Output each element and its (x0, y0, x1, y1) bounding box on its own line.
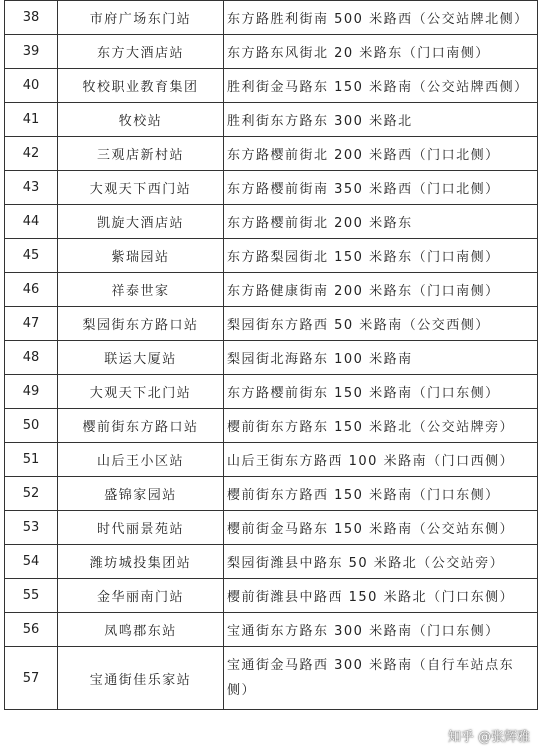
row-number: 42 (5, 137, 58, 171)
table-row (5, 511, 538, 545)
station-table (4, 0, 538, 710)
table-row (5, 205, 538, 239)
station-location: 东方路樱前街北 200 米路东 (224, 205, 538, 239)
station-location: 樱前街东方路西 150 米路南（门口东侧） (224, 477, 538, 511)
station-location: 山后王街东方路西 100 米路南（门口西侧） (224, 443, 538, 477)
station-location: 胜利街金马路东 150 米路南（公交站牌西侧） (224, 69, 538, 103)
row-number: 46 (5, 273, 58, 307)
station-location: 胜利街东方路东 300 米路北 (224, 103, 538, 137)
table-row (5, 103, 538, 137)
table-row (5, 239, 538, 273)
station-name: 联运大厦站 (58, 341, 224, 375)
row-number: 55 (5, 579, 58, 613)
row-number: 54 (5, 545, 58, 579)
station-name: 盛锦家园站 (58, 477, 224, 511)
table-row (5, 409, 538, 443)
station-name: 紫瑞园站 (58, 239, 224, 273)
row-number: 50 (5, 409, 58, 443)
table-row (5, 137, 538, 171)
row-number: 40 (5, 69, 58, 103)
table-row (5, 273, 538, 307)
table-row (5, 443, 538, 477)
station-name: 大观天下西门站 (58, 171, 224, 205)
station-location: 樱前街潍县中路西 150 米路北（门口东侧） (224, 579, 538, 613)
station-location: 东方路樱前街北 200 米路西（门口北侧） (224, 137, 538, 171)
station-location: 樱前街金马路东 150 米路南（公交站东侧） (224, 511, 538, 545)
station-name: 牧校站 (58, 103, 224, 137)
station-name: 樱前街东方路口站 (58, 409, 224, 443)
row-number: 43 (5, 171, 58, 205)
row-number: 44 (5, 205, 58, 239)
row-number: 56 (5, 613, 58, 647)
station-name: 时代丽景苑站 (58, 511, 224, 545)
station-location: 梨园街北海路东 100 米路南 (224, 341, 538, 375)
station-name: 市府广场东门站 (58, 1, 224, 35)
table-row (5, 579, 538, 613)
station-name: 金华丽南门站 (58, 579, 224, 613)
row-number: 57 (5, 647, 58, 710)
row-number: 41 (5, 103, 58, 137)
station-name: 山后王小区站 (58, 443, 224, 477)
station-location: 东方路健康街南 200 米路东（门口南侧） (224, 273, 538, 307)
station-name: 大观天下北门站 (58, 375, 224, 409)
zhihu-watermark: 知乎 @张辉雅 (447, 730, 530, 745)
station-location: 东方路东风街北 20 米路东（门口南侧） (224, 35, 538, 69)
table-row (5, 375, 538, 409)
station-location: 东方路樱前街南 350 米路西（门口北侧） (224, 171, 538, 205)
station-name: 潍坊城投集团站 (58, 545, 224, 579)
row-number: 51 (5, 443, 58, 477)
table-row (5, 647, 538, 710)
station-location: 梨园街东方路西 50 米路南（公交西侧） (224, 307, 538, 341)
station-name: 祥泰世家 (58, 273, 224, 307)
station-location: 东方路梨园街北 150 米路东（门口南侧） (224, 239, 538, 273)
row-number: 49 (5, 375, 58, 409)
station-location: 宝通街东方路东 300 米路南（门口东侧） (224, 613, 538, 647)
station-location: 东方路樱前街东 150 米路南（门口东侧） (224, 375, 538, 409)
table-row (5, 1, 538, 35)
station-name: 凯旋大酒店站 (58, 205, 224, 239)
station-location: 樱前街东方路东 150 米路北（公交站牌旁） (224, 409, 538, 443)
row-number: 52 (5, 477, 58, 511)
station-name: 宝通街佳乐家站 (58, 647, 224, 710)
station-name: 三观店新村站 (58, 137, 224, 171)
table-row (5, 341, 538, 375)
station-name: 牧校职业教育集团 (58, 69, 224, 103)
table-row (5, 171, 538, 205)
station-location: 宝通街金马路西 300 米路南（自行车站点东侧） (224, 647, 538, 710)
station-table-body (5, 1, 538, 710)
table-row (5, 307, 538, 341)
row-number: 39 (5, 35, 58, 69)
table-row (5, 35, 538, 69)
station-name: 梨园街东方路口站 (58, 307, 224, 341)
station-location: 东方路胜利街南 500 米路西（公交站牌北侧） (224, 1, 538, 35)
row-number: 48 (5, 341, 58, 375)
station-name: 凤鸣郡东站 (58, 613, 224, 647)
station-name: 东方大酒店站 (58, 35, 224, 69)
row-number: 45 (5, 239, 58, 273)
table-row (5, 545, 538, 579)
station-location: 梨园街潍县中路东 50 米路北（公交站旁） (224, 545, 538, 579)
table-row (5, 477, 538, 511)
table-row (5, 613, 538, 647)
row-number: 47 (5, 307, 58, 341)
table-row (5, 69, 538, 103)
row-number: 53 (5, 511, 58, 545)
row-number: 38 (5, 1, 58, 35)
